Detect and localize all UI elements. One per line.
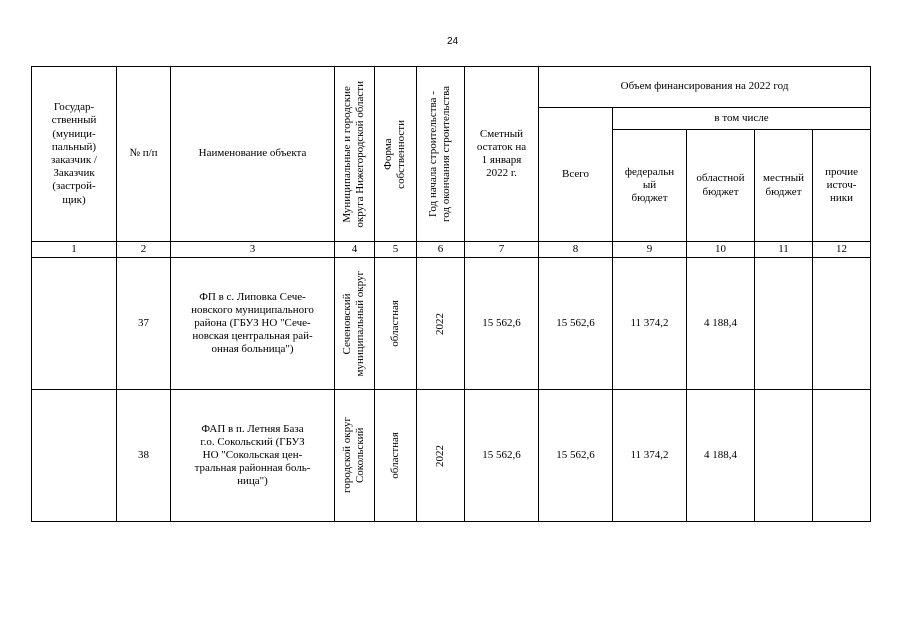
cell-federal: 11 374,2 — [613, 258, 687, 390]
cell-total: 15 562,6 — [539, 258, 613, 390]
cell-years: 2022 — [417, 258, 465, 390]
cell-object-name: ФП в с. Липовка Сече- новского муниципального района (ГБУЗ НО "Сече- новская центральная рай- онная больница") — [171, 258, 335, 390]
column-number: 1 — [32, 242, 117, 258]
column-number: 3 — [171, 242, 335, 258]
header-other: прочие источ- ники — [813, 130, 871, 242]
cell-object-name: ФАП в п. Летняя База г.о. Сокольский (ГБУЗ НО "Сокольская цен- тральная районная боль- ница") — [171, 390, 335, 522]
cell-local — [755, 258, 813, 390]
cell-num: 38 — [117, 390, 171, 522]
header-remainder: Сметный остаток на 1 января 2022 г. — [465, 67, 539, 242]
column-number: 8 — [539, 242, 613, 258]
cell-regional: 4 188,4 — [687, 258, 755, 390]
header-years: Год начала строительства - год окончания строительства — [417, 67, 465, 242]
column-number: 4 — [335, 242, 375, 258]
table-row — [32, 390, 871, 522]
header-including: в том числе — [613, 108, 871, 130]
cell-total: 15 562,6 — [539, 390, 613, 522]
column-number: 12 — [813, 242, 871, 258]
cell-district: городской округ Сокольский — [335, 390, 375, 522]
header-total: Всего — [539, 108, 613, 242]
cell-other — [813, 258, 871, 390]
cell-remainder: 15 562,6 — [465, 390, 539, 522]
header-federal: федеральн ый бюджет — [613, 130, 687, 242]
cell-customer — [32, 258, 117, 390]
header-regional: областной бюджет — [687, 130, 755, 242]
header-district: Муниципальные и городские округа Нижегородской области — [335, 67, 375, 242]
column-number: 9 — [613, 242, 687, 258]
financing-table — [31, 66, 871, 522]
column-number: 6 — [417, 242, 465, 258]
cell-remainder: 15 562,6 — [465, 258, 539, 390]
header-ownership: Форма собственности — [375, 67, 417, 242]
cell-federal: 11 374,2 — [613, 390, 687, 522]
header-name: Наименование объекта — [171, 67, 335, 242]
cell-regional: 4 188,4 — [687, 390, 755, 522]
column-numbers-row — [32, 242, 871, 258]
cell-other — [813, 390, 871, 522]
cell-ownership: областная — [375, 390, 417, 522]
column-number: 11 — [755, 242, 813, 258]
header-financing: Объем финансирования на 2022 год — [539, 67, 871, 108]
cell-customer — [32, 390, 117, 522]
cell-local — [755, 390, 813, 522]
header-num: № п/п — [117, 67, 171, 242]
cell-num: 37 — [117, 258, 171, 390]
column-number: 10 — [687, 242, 755, 258]
column-number: 7 — [465, 242, 539, 258]
cell-ownership: областная — [375, 258, 417, 390]
column-number: 5 — [375, 242, 417, 258]
header-customer: Государ- ственный (муници- пальный) заказчик / Заказчик (застрой- щик) — [32, 67, 117, 242]
cell-district: Сеченовский муниципальный округ — [335, 258, 375, 390]
page-number: 24 — [446, 36, 459, 47]
cell-years: 2022 — [417, 390, 465, 522]
column-number: 2 — [117, 242, 171, 258]
table-row — [32, 258, 871, 390]
header-local: местный бюджет — [755, 130, 813, 242]
